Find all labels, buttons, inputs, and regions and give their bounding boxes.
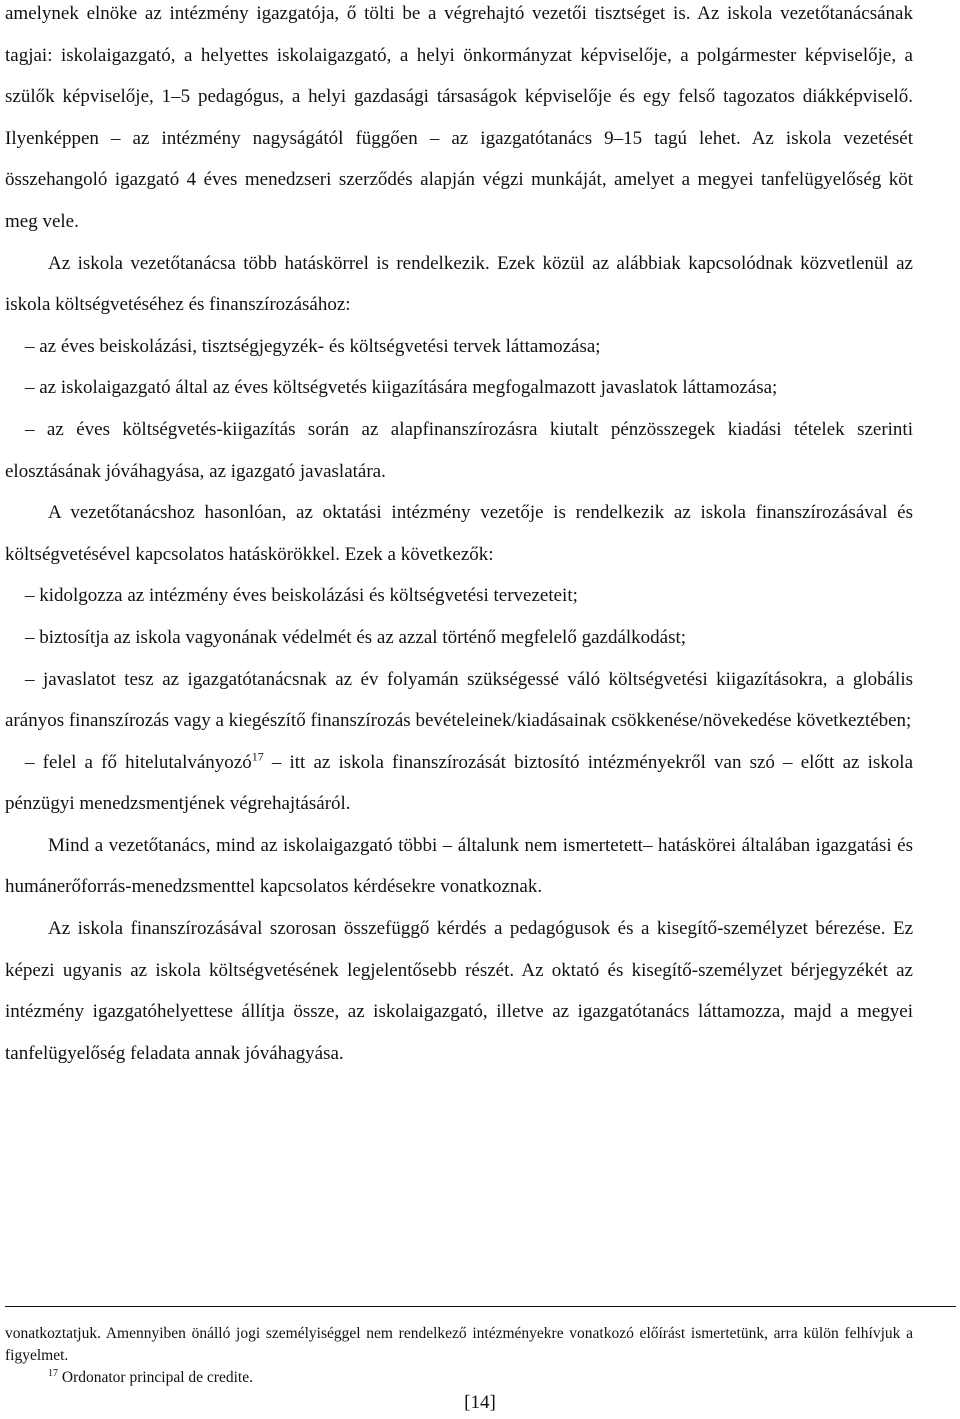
footnote-number: 17: [48, 1367, 58, 1379]
footnote-text: Ordonator principal de credite.: [58, 1369, 253, 1386]
paragraph-council-composition: amelynek elnöke az intézmény igazgatója, ő tölti be a végrehajtó vezetői tisztséget is. Az iskola vezetőtanácsának tagjai: iskolaigazgató, a helyettes iskolaigazgató, a helyi önkormányzat képviselője, a polgármester képviselője, a szülők képviselője, 1–5 pedagógus, a helyi gazdasági társaságok képviselője és egy felső tagozatos diákképviselő. Ilyenképpen – az intézmény nagyságától függően – az igazgatótanács 9–15 tagú lehet. Az iskola vezetését összehangoló igazgató 4 éves menedzseri szerződés alapján végzi munkáját, amelyet a megyei tanfelügyelőség köt meg vele.: [5, 3, 913, 232]
list-item-text: – felel a fő hitelutalványozó: [25, 751, 252, 773]
list-item-text: – itt az iskola finanszírozását biztosító intézményekről van szó – előtt az iskola pénzügyi menedzsmentjének végrehajtásáról.: [5, 751, 914, 815]
list-item-director-3: – javaslatot tesz az igazgatótanácsnak az év folyamán szükségessé váló költségvetési kiigazításokra, a globális arányos finanszírozás vagy a kiegészítő finanszírozás bevételeinek/kiadásainak csökkenése/növekedése következtében;: [5, 668, 913, 732]
list-item-director-1: – kidolgozza az intézmény éves beiskolázási és költségvetési tervezeteit;: [25, 585, 578, 607]
footnote-17: [5, 1367, 913, 1389]
document-body: [5, 0, 913, 1074]
footnote-separator: [5, 1306, 956, 1307]
paragraph-staff-salaries: Az iskola finanszírozásával szorosan összefüggő kérdés a pedagógusok és a kisegítő-személyzet bérezése. Ez képezi ugyanis az iskola költségvetésének legjelentősebb részét. Az oktató és kisegítő-személyzet bérjegyzékét az intézmény igazgatóhelyettese állítja össze, az iskolaigazgató, illetve az igazgatótanács láttamozza, majd a megyei tanfelügyelőség feladata annak jóváhagyása.: [5, 918, 913, 1064]
paragraph-council-powers-intro: Az iskola vezetőtanácsa több hatáskörrel is rendelkezik. Ezek közül az alábbiak kapcsolódnak közvetlenül az iskola költségvetéséhez és finanszírozásához:: [5, 252, 913, 316]
list-item-director-2: – biztosítja az iskola vagyonának védelmét és az azzal történő megfelelő gazdálkodást;: [25, 626, 687, 648]
footnotes-section: [5, 1306, 913, 1389]
paragraph-other-powers: Mind a vezetőtanács, mind az iskolaigazgató többi – általunk nem ismertetett– hatáskörei általában igazgatási és humánerőforrás-menedzsmenttel kapcsolatos kérdésekre vonatkoznak.: [5, 834, 913, 898]
list-item-council-2: – az iskolaigazgató által az éves költségvetés kiigazítására megfogalmazott javaslatok láttamozása;: [25, 377, 778, 399]
list-item-council-3: – az éves költségvetés-kiigazítás során az alapfinanszírozásra kiutalt pénzösszegek kiadási tételek szerinti elosztásának jóváhagyása, az igazgató javaslatára.: [5, 418, 913, 482]
paragraph-director-powers-intro: A vezetőtanácshoz hasonlóan, az oktatási intézmény vezetője is rendelkezik az iskola finanszírozásával és költségvetésével kapcsolatos hatáskörökkel. Ezek a következők:: [5, 502, 913, 565]
footnote-reference[interactable]: 17: [251, 749, 264, 764]
footnote-continuation: vonatkoztatjuk. Amennyiben önálló jogi személyiséggel nem rendelkező intézményekre vonatkozó előírást ismertetünk, arra külön felhívjuk a figyelmet.: [5, 1325, 913, 1364]
page-number: [14]: [464, 1392, 496, 1413]
list-item-director-4: [5, 742, 913, 825]
list-item-council-1: – az éves beiskolázási, tisztségjegyzék- és költségvetési tervek láttamozása;: [25, 335, 601, 357]
